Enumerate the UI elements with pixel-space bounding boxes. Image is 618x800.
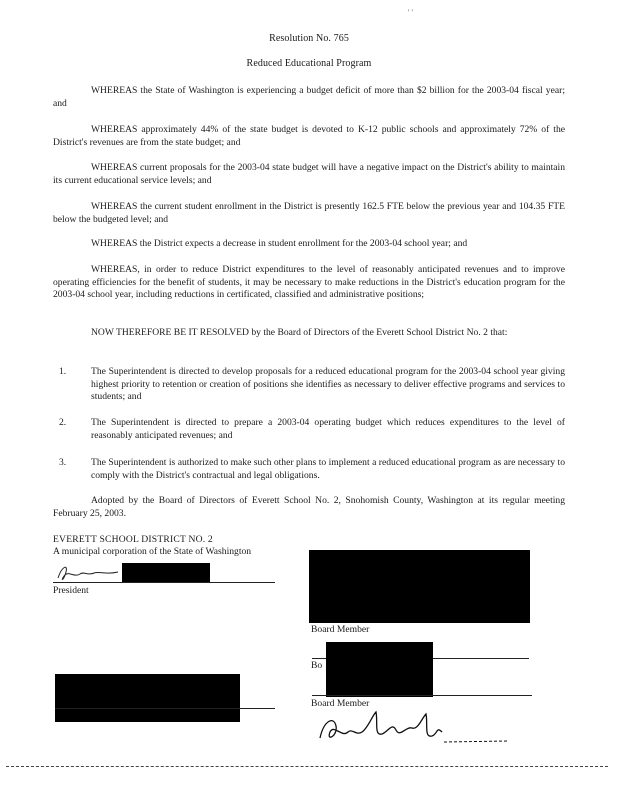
corporation-line: A municipal corporation of the State of Washington bbox=[53, 546, 252, 557]
whereas-paragraph-1: WHEREAS the State of Washington is experiencing a budget deficit of more than $2 billion for the 2003-04 fiscal year; and bbox=[53, 85, 565, 109]
whereas-paragraph-3: WHEREAS current proposals for the 2003-04 state budget will have a negative impact on the District's ability to maintain its current educational service levels; and bbox=[53, 162, 565, 186]
resolution-item-2 bbox=[53, 417, 565, 442]
redaction-box bbox=[122, 563, 210, 583]
item-text: The Superintendent is authorized to make such other plans to implement a reduced educational program as are necessary to comply with the District's contractual and legal obligations. bbox=[91, 457, 565, 481]
signature-line bbox=[312, 695, 532, 696]
item-number: 2. bbox=[59, 417, 67, 428]
scan-speck: ' ' bbox=[408, 8, 413, 17]
signature-line bbox=[55, 708, 275, 709]
resolution-title: Resolution No. 765 bbox=[269, 33, 349, 44]
item-number: 1. bbox=[59, 366, 67, 377]
page-bottom-rule bbox=[6, 766, 608, 767]
resolution-item-3 bbox=[53, 457, 565, 482]
redaction-box bbox=[55, 674, 240, 722]
redaction-box bbox=[326, 642, 433, 697]
president-signature bbox=[54, 562, 124, 584]
resolution-subtitle: Reduced Educational Program bbox=[246, 58, 372, 69]
resolution-item-1 bbox=[53, 366, 565, 404]
board-member-label-2: Bo bbox=[311, 660, 323, 671]
whereas-paragraph-6: WHEREAS, in order to reduce District expenditures to the level of reasonably anticipated revenues and to improve operating efficiencies for the benefit of students, it may be necessary to make reductions in the District's education program for the 2003-04 school year, including reductions in certificated, classified and administrative positions; bbox=[53, 264, 565, 300]
signature-line bbox=[53, 582, 275, 583]
redaction-box bbox=[309, 550, 530, 623]
resolved-paragraph: NOW THEREFORE BE IT RESOLVED by the Board of Directors of the Everett School District No. 2 that: bbox=[91, 327, 508, 338]
adoption-statement: Adopted by the Board of Directors of Everett School No. 2, Snohomish County, Washington at its regular meeting February 25, 2003. bbox=[53, 495, 565, 519]
item-text: The Superintendent is directed to develop proposals for a reduced educational program for the 2003-04 school year giving highest priority to retention or creation of positions she identifies as necessary to deliver effective programs and services to students; and bbox=[91, 366, 565, 402]
board-member-signature bbox=[312, 708, 512, 748]
whereas-paragraph-4: WHEREAS the current student enrollment in the District is presently 162.5 FTE below the previous year and 104.35 FTE below the budgeted level; and bbox=[53, 201, 565, 225]
whereas-paragraph-5: WHEREAS the District expects a decrease in student enrollment for the 2003-04 school year; and bbox=[91, 238, 468, 249]
board-member-label-1: Board Member bbox=[311, 624, 370, 635]
item-text: The Superintendent is directed to prepare a 2003-04 operating budget which reduces expenditures to the level of reasonably anticipated revenues; and bbox=[91, 417, 565, 441]
whereas-paragraph-2: WHEREAS approximately 44% of the state budget is devoted to K-12 public schools and approximately 72% of the District's revenues are from the state budget; and bbox=[53, 124, 565, 148]
president-label: President bbox=[53, 585, 89, 596]
board-member-label-3: Board Member bbox=[311, 698, 370, 709]
item-number: 3. bbox=[59, 457, 67, 468]
district-name: EVERETT SCHOOL DISTRICT NO. 2 bbox=[53, 534, 213, 545]
